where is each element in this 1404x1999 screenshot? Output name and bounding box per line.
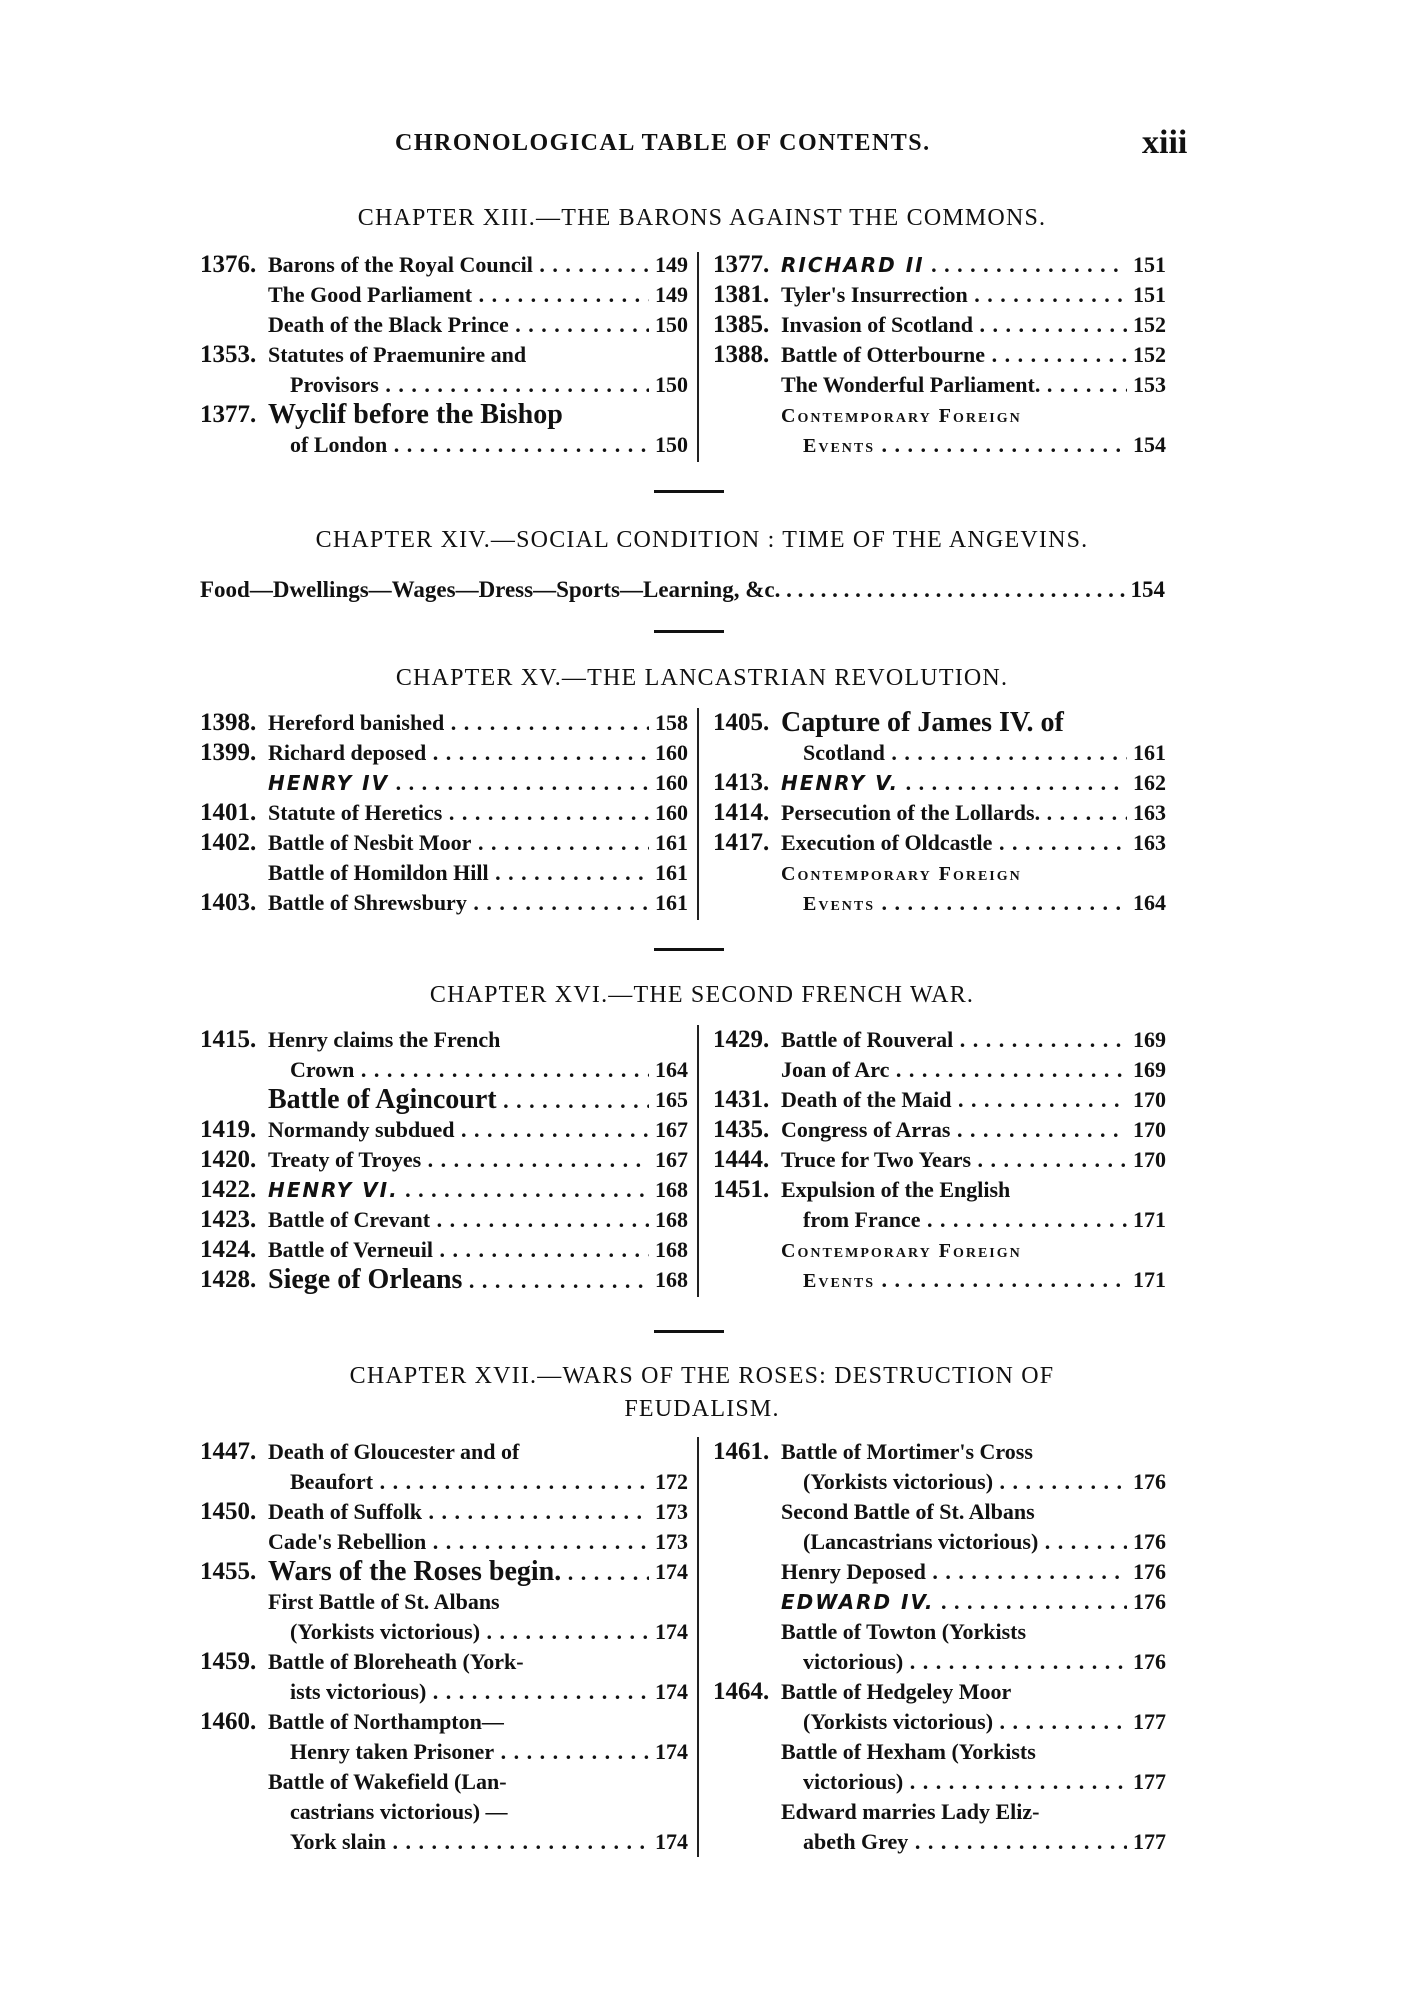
entry-page: 168 (649, 1235, 688, 1265)
entry-page: 160 (649, 738, 688, 768)
entry-year: 1402. (200, 829, 257, 856)
entry-text: HENRY V. (781, 771, 900, 795)
entry-text: Wyclif before the Bishop (268, 400, 563, 430)
entry-text: Henry taken Prisoner (290, 1739, 495, 1764)
toc-entry (713, 1205, 1166, 1235)
entry-page: 161 (649, 888, 688, 918)
toc-entry (713, 1617, 1166, 1647)
toc-entry (200, 1497, 688, 1527)
entry-text: Battle of Rouveral (781, 1027, 954, 1052)
toc-entry (713, 370, 1166, 400)
entry-year: 1377. (200, 401, 257, 428)
entry-year: 1451. (713, 1176, 770, 1203)
entry-text: Battle of Nesbit Moor (268, 830, 472, 855)
entry-year: 1424. (200, 1236, 257, 1263)
toc-entry (713, 888, 1166, 918)
entry-page: 163 (1127, 828, 1166, 858)
entry-page: 174 (649, 1557, 688, 1587)
entry-text: Events (803, 1270, 876, 1292)
entry-text: RICHARD II (781, 253, 925, 277)
entry-year: 1413. (713, 769, 770, 796)
column-divider (697, 708, 699, 920)
entry-text: Battle of Northampton— (268, 1709, 504, 1734)
entry-text: EDWARD IV. (781, 1590, 935, 1614)
chapter-15-right-column (713, 708, 1166, 923)
entry-year: 1353. (200, 341, 257, 368)
entry-year: 1401. (200, 799, 257, 826)
entry-page: 174 (649, 1677, 688, 1707)
entry-page: 170 (1127, 1115, 1166, 1145)
toc-entry (200, 1677, 688, 1707)
entry-year: 1415. (200, 1026, 257, 1053)
column-divider (697, 252, 699, 462)
toc-entry (200, 738, 688, 768)
entry-text: Scotland (803, 740, 885, 765)
entry-text: Congress of Arras (781, 1117, 951, 1142)
chapter-16-heading: CHAPTER XVI.—THE SECOND FRENCH WAR. (429, 982, 975, 1008)
toc-entry (200, 1437, 688, 1467)
entry-text: (Lancastrians victorious) (803, 1529, 1039, 1554)
entry-text: Events (803, 893, 876, 915)
entry-page: 164 (1127, 888, 1166, 918)
entry-page: 150 (649, 430, 688, 460)
toc-entry (713, 1527, 1166, 1557)
entry-text: Death of Suffolk (268, 1499, 423, 1524)
entry-text: of London (290, 432, 388, 457)
entry-text: Edward marries Lady Eliz- (781, 1799, 1040, 1824)
toc-entry (713, 708, 1166, 738)
entry-page: 169 (1127, 1025, 1166, 1055)
entry-text: Battle of Otterbourne (781, 342, 986, 367)
entry-text: York slain (290, 1829, 386, 1854)
entry-page: 153 (1127, 370, 1166, 400)
entry-year: 1428. (200, 1266, 257, 1293)
section-rule (654, 630, 724, 633)
entry-page: 150 (649, 370, 688, 400)
chapter-15-heading: CHAPTER XV.—THE LANCASTRIAN REVOLUTION. (395, 665, 1009, 691)
entry-text: Second Battle of St. Albans (781, 1499, 1035, 1524)
entry-year: 1447. (200, 1438, 257, 1465)
entry-year: 1429. (713, 1026, 770, 1053)
entry-page: 174 (649, 1617, 688, 1647)
entry-text: Statute of Heretics (268, 800, 443, 825)
entry-page: 161 (649, 828, 688, 858)
entry-page: 176 (1127, 1557, 1166, 1587)
entry-page: 174 (649, 1737, 688, 1767)
entry-page: 152 (1127, 340, 1166, 370)
toc-entry (713, 768, 1166, 798)
toc-entry (713, 430, 1166, 460)
entry-year: 1377. (713, 251, 770, 278)
toc-entry (713, 400, 1166, 430)
toc-entry (200, 400, 688, 430)
entry-year: 1450. (200, 1498, 257, 1525)
entry-page: 170 (1127, 1085, 1166, 1115)
toc-entry (713, 1587, 1166, 1617)
entry-text: Expulsion of the English (781, 1177, 1011, 1202)
entry-page: 149 (649, 280, 688, 310)
entry-text: victorious) (803, 1769, 904, 1794)
entry-year: 1461. (713, 1438, 770, 1465)
toc-entry (200, 1467, 688, 1497)
entry-text: Contemporary Foreign (781, 405, 1022, 427)
toc-entry (200, 1205, 688, 1235)
toc-entry (200, 1265, 688, 1295)
section-rule (654, 1330, 724, 1333)
entry-text: Battle of Agincourt (268, 1085, 497, 1115)
toc-entry (200, 1767, 688, 1797)
toc-entry (200, 340, 688, 370)
entry-text: ists victorious) (290, 1679, 427, 1704)
entry-page: 171 (1127, 1265, 1166, 1295)
entry-text: Provisors (290, 372, 379, 397)
chapter-17-left-column (200, 1437, 688, 1862)
entry-text: Statutes of Praemunire and (268, 342, 527, 367)
entry-text: Cade's Rebellion (268, 1529, 427, 1554)
chapter-14-entry-page: 154 (1125, 575, 1166, 605)
chapter-16-left-column (200, 1025, 688, 1300)
toc-entry (713, 1557, 1166, 1587)
entry-page: 154 (1127, 430, 1166, 460)
entry-page: 169 (1127, 1055, 1166, 1085)
entry-year: 1435. (713, 1116, 770, 1143)
entry-page: 152 (1127, 310, 1166, 340)
entry-year: 1444. (713, 1146, 770, 1173)
entry-page: 161 (1127, 738, 1166, 768)
chapter-14-entry-text: Food—Dwellings—Wages—Dress—Sports—Learning, &c. (200, 577, 781, 602)
entry-year: 1420. (200, 1146, 257, 1173)
toc-entry (713, 738, 1166, 768)
entry-text: Battle of Shrewsbury (268, 890, 467, 915)
entry-year: 1417. (713, 829, 770, 856)
entry-page: 151 (1127, 280, 1166, 310)
chapter-14-heading: CHAPTER XIV.—SOCIAL CONDITION : TIME OF THE ANGEVINS. (315, 527, 1089, 553)
entry-text: Battle of Verneuil (268, 1237, 433, 1262)
entry-text: Crown (290, 1057, 355, 1082)
entry-page: 168 (649, 1175, 688, 1205)
toc-entry (713, 1797, 1166, 1827)
toc-entry (713, 1115, 1166, 1145)
entry-text: Contemporary Foreign (781, 1240, 1022, 1262)
toc-entry (713, 798, 1166, 828)
toc-entry (200, 798, 688, 828)
entry-page: 174 (649, 1827, 688, 1857)
entry-text: Hereford banished (268, 710, 445, 735)
entry-page: 161 (649, 858, 688, 888)
entry-year: 1381. (713, 281, 770, 308)
chapter-17-heading-line-2: FEUDALISM. (624, 1396, 780, 1422)
entry-text: Battle of Bloreheath (York- (268, 1649, 524, 1674)
entry-year: 1385. (713, 311, 770, 338)
toc-entry (713, 1175, 1166, 1205)
entry-page: 158 (649, 708, 688, 738)
entry-text: Siege of Orleans (268, 1265, 463, 1295)
chapter-16-right-column (713, 1025, 1166, 1300)
toc-entry (200, 1175, 688, 1205)
toc-entry (713, 1235, 1166, 1265)
entry-page: 177 (1127, 1707, 1166, 1737)
section-rule (654, 490, 724, 493)
entry-text: Henry Deposed (781, 1559, 926, 1584)
toc-entry (200, 1587, 688, 1617)
entry-text: Battle of Hedgeley Moor (781, 1679, 1012, 1704)
running-head (0, 124, 1404, 170)
toc-entry (200, 310, 688, 340)
entry-year: 1405. (713, 709, 770, 736)
toc-entry (200, 858, 688, 888)
entry-page: 168 (649, 1265, 688, 1295)
entry-text: Henry claims the French (268, 1027, 501, 1052)
toc-entry (200, 828, 688, 858)
entry-year: 1422. (200, 1176, 257, 1203)
entry-page: 171 (1127, 1205, 1166, 1235)
entry-text: (Yorkists victorious) (803, 1469, 994, 1494)
toc-entry (200, 1085, 688, 1115)
toc-entry (200, 1235, 688, 1265)
toc-entry (200, 768, 688, 798)
entry-page: 164 (649, 1055, 688, 1085)
entry-page: 162 (1127, 768, 1166, 798)
toc-entry (200, 280, 688, 310)
entry-page: 149 (649, 250, 688, 280)
toc-entry (200, 1055, 688, 1085)
column-divider (697, 1025, 699, 1297)
entry-text: Persecution of the Lollards. (781, 800, 1041, 825)
entry-page: 150 (649, 310, 688, 340)
column-divider (697, 1437, 699, 1857)
toc-entry (200, 370, 688, 400)
entry-text: Battle of Hexham (Yorkists (781, 1739, 1036, 1764)
toc-entry (713, 1827, 1166, 1857)
entry-year: 1459. (200, 1648, 257, 1675)
entry-text: First Battle of St. Albans (268, 1589, 500, 1614)
entry-text: HENRY VI. (268, 1178, 399, 1202)
entry-text: Contemporary Foreign (781, 863, 1022, 885)
toc-entry (713, 1055, 1166, 1085)
entry-text: victorious) (803, 1649, 904, 1674)
toc-entry (200, 1025, 688, 1055)
entry-text: castrians victorious) — (290, 1799, 508, 1824)
entry-text: Battle of Crevant (268, 1207, 431, 1232)
entry-year: 1460. (200, 1708, 257, 1735)
entry-year: 1398. (200, 709, 257, 736)
entry-year: 1414. (713, 799, 770, 826)
entry-page: 163 (1127, 798, 1166, 828)
entry-year: 1419. (200, 1116, 257, 1143)
entry-text: Truce for Two Years (781, 1147, 972, 1172)
toc-entry (713, 1707, 1166, 1737)
entry-page: 173 (649, 1497, 688, 1527)
entry-page: 176 (1127, 1527, 1166, 1557)
chapter-17-right-column (713, 1437, 1166, 1862)
entry-text: Death of the Black Prince (268, 312, 509, 337)
page-number: xiii (1142, 124, 1188, 161)
entry-text: HENRY IV (268, 771, 390, 795)
entry-year: 1399. (200, 739, 257, 766)
entry-year: 1464. (713, 1678, 770, 1705)
entry-text: Normandy subdued (268, 1117, 455, 1142)
toc-entry (713, 1497, 1166, 1527)
entry-text: The Good Parliament (268, 282, 473, 307)
entry-text: Wars of the Roses begin. (268, 1557, 562, 1587)
entry-text: Invasion of Scotland (781, 312, 973, 337)
toc-entry (713, 1437, 1166, 1467)
entry-text: Battle of Wakefield (Lan- (268, 1769, 507, 1794)
entry-text: Richard deposed (268, 740, 427, 765)
entry-year: 1431. (713, 1086, 770, 1113)
entry-page: 151 (1127, 250, 1166, 280)
entry-page: 160 (649, 798, 688, 828)
entry-text: Beaufort (290, 1469, 374, 1494)
entry-text: Treaty of Troyes (268, 1147, 422, 1172)
toc-entry (200, 1527, 688, 1557)
chapter-13-right-column (713, 250, 1166, 465)
entry-page: 167 (649, 1145, 688, 1175)
entry-text: Tyler's Insurrection (781, 282, 968, 307)
toc-entry (713, 250, 1166, 280)
chapter-15-left-column (200, 708, 688, 923)
toc-entry (200, 1115, 688, 1145)
entry-page: 160 (649, 768, 688, 798)
entry-text: from France (803, 1207, 921, 1232)
toc-entry (200, 1557, 688, 1587)
entry-page: 167 (649, 1115, 688, 1145)
toc-entry (713, 1025, 1166, 1055)
entry-text: Joan of Arc (781, 1057, 890, 1082)
toc-entry (200, 1797, 688, 1827)
entry-text: Battle of Towton (Yorkists (781, 1619, 1027, 1644)
entry-page: 168 (649, 1205, 688, 1235)
toc-entry (713, 310, 1166, 340)
toc-entry (713, 1677, 1166, 1707)
toc-entry (713, 858, 1166, 888)
chapter-13-left-column (200, 250, 688, 465)
section-rule (654, 948, 724, 951)
entry-page: 176 (1127, 1647, 1166, 1677)
chapter-13-heading: CHAPTER XIII.—THE BARONS AGAINST THE COMMONS. (357, 205, 1047, 231)
entry-text: abeth Grey (803, 1829, 909, 1854)
entry-text: Execution of Oldcastle (781, 830, 993, 855)
toc-entry (200, 250, 688, 280)
chapter-17-heading-line-1: CHAPTER XVII.—WARS OF THE ROSES: DESTRUCTION OF (349, 1363, 1055, 1389)
toc-entry (713, 1085, 1166, 1115)
toc-entry (200, 888, 688, 918)
toc-entry (713, 828, 1166, 858)
entry-page: 172 (649, 1467, 688, 1497)
toc-entry (200, 1707, 688, 1737)
entry-page: 176 (1127, 1467, 1166, 1497)
toc-entry (200, 708, 688, 738)
entry-page: 165 (649, 1085, 688, 1115)
toc-entry (713, 340, 1166, 370)
entry-text: Events (803, 435, 876, 457)
entry-year: 1388. (713, 341, 770, 368)
entry-year: 1403. (200, 889, 257, 916)
running-head-title: CHRONOLOGICAL TABLE OF CONTENTS. (395, 130, 931, 156)
entry-text: Battle of Mortimer's Cross (781, 1439, 1033, 1464)
toc-entry (200, 1827, 688, 1857)
entry-text: Capture of James IV. of (781, 708, 1064, 738)
toc-entry (713, 1145, 1166, 1175)
toc-entry (200, 1145, 688, 1175)
toc-entry (713, 1647, 1166, 1677)
entry-text: (Yorkists victorious) (290, 1619, 481, 1644)
entry-year: 1423. (200, 1206, 257, 1233)
entry-text: Death of the Maid (781, 1087, 952, 1112)
entry-text: Battle of Homildon Hill (268, 860, 489, 885)
entry-text: (Yorkists victorious) (803, 1709, 994, 1734)
toc-entry (200, 1617, 688, 1647)
chapter-14-entry (200, 575, 1165, 605)
entry-text: Death of Gloucester and of (268, 1439, 520, 1464)
toc-entry (713, 1265, 1166, 1295)
toc-entry (200, 430, 688, 460)
entry-page: 176 (1127, 1587, 1166, 1617)
toc-entry (713, 280, 1166, 310)
toc-entry (713, 1737, 1166, 1767)
entry-year: 1455. (200, 1558, 257, 1585)
entry-page: 170 (1127, 1145, 1166, 1175)
toc-entry (713, 1467, 1166, 1497)
entry-year: 1376. (200, 251, 257, 278)
toc-entry (200, 1737, 688, 1767)
entry-text: The Wonderful Parliament. (781, 372, 1041, 397)
entry-text: Barons of the Royal Council (268, 252, 533, 277)
toc-entry (713, 1767, 1166, 1797)
entry-page: 173 (649, 1527, 688, 1557)
toc-entry (200, 1647, 688, 1677)
entry-page: 177 (1127, 1767, 1166, 1797)
entry-page: 177 (1127, 1827, 1166, 1857)
